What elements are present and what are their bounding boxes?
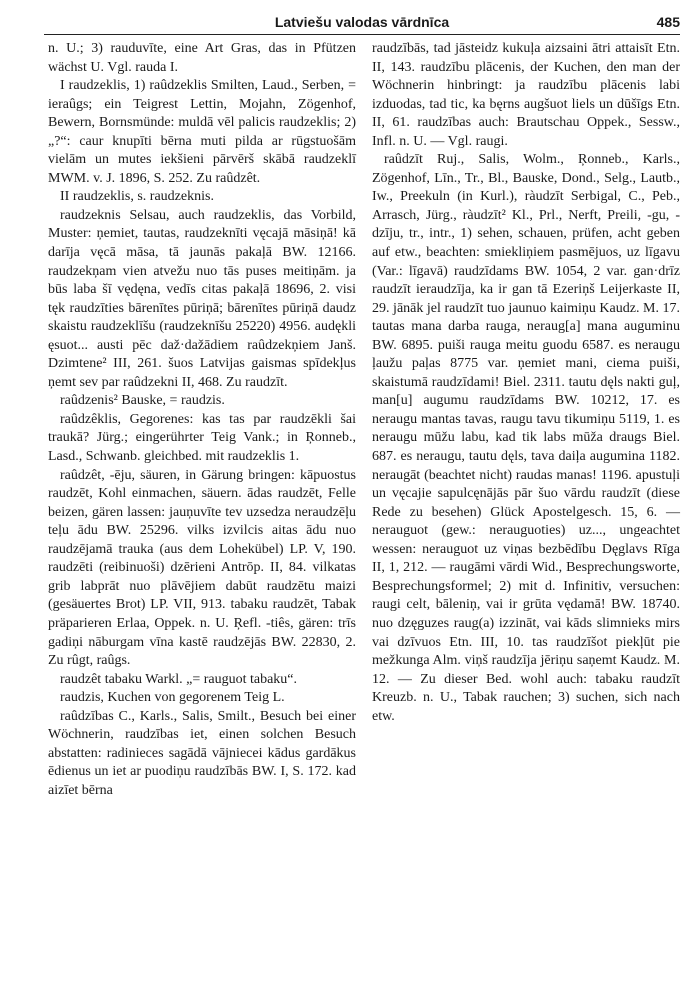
- page-number: 485: [656, 14, 680, 30]
- entry-raudzibas: raûdzības C., Karls., Salis, Smilt., Besuch bei einer Wöchnerin, raudzības iet, einen solchen Besuch abstatten: radinieces sagādā vājniecei kādus gardākus ēdienus un iet ar puodiņu raudzībās BW. I, S. 172. kad aizīet bērna: [48, 708, 356, 798]
- entry-raudzet-tabaku: raudzêt tabaku Warkl. „= rauguot tabaku“.: [60, 671, 298, 687]
- entry-raudzeklis-2: II raudzeklis, s. raudzeknis.: [60, 189, 214, 205]
- left-column: [48, 40, 356, 800]
- page-header: [44, 14, 680, 35]
- entry-raudzeklis-1: I raudzeklis, 1) raûdzeklis Smilten, Laud., Serben, = ieraûgs; ein Teigrest Lettin, Mojahn, Zögenhof, Bewern, Bornsmünde: muldā vēl palicis raudzeklis; 2) „?“: caur knupīti bērna muti pilda ar rūgstuošām vielām un mutes iekšieni pārvērš skābā raudzeklī MWM. v. J. 1896, S. 252. Zu raûdzêt.: [48, 78, 356, 186]
- entry-continuation: n. U.; 3) rauduvīte, eine Art Gras, das in Pfützen wächst U. Vgl. rauda I.: [48, 41, 356, 75]
- entry-raudzit: raûdzīt Ruj., Salis, Wolm., Ŗonneb., Karls., Zögenhof, Līn., Tr., Bl., Bauske, Dond., Selg., Lautb., Iw., Preekuln (in Kurl.), ràudzīt Serbigal, C., Peb., Arrasch, Jürg., ràudzīt² Kl., Prl., Nerft, Preili, -gu, -dzīju, tr., intr., 1) sehen, schauen, prüfen, acht geben auf etw., beachten: smiekliņiem pasmējuos, uz līgavu (Var.: līgavā) raudzīdams BW. 1054, 2 var. gan·drīz raudzīt ieraudzīja, ka ir gan tā Ezeriņš Leijerkaste II, 29. jānāk jel raudzīt tuo jaunuo kaimiņu Kaudz. M. 17. tautas mana darba rauga, neraug[a] mana auguminu BW. 6895. puiši rauga meitu guodu 6587. es neraugu ļaužu paļas 8775 var. ņemiet mani, ciema puiši, skaistumā raudzīdami! Biel. 2311. tautu dęls nakti guļ, man[u] augumu raudzīdams BW. 10212, 17. es neraugu mantas tavas, raugu tavu tikumiņu 5119, 1. es neraugu mūžu labu, kad tik labs mūža draugs Biel. 687. es neraugu, tautu dęls, tava daiļa auguminа 1182. neraugāt (beachtet nicht) raudas manas! 1196. apustuļi un vęcajie sapulcęnājās pār šuo vārdu raudzīt (diese Rede zu besehen) Glück Apostelgesch. 15, 6. — nerauguot (gew.: nerauguoties) uz..., ungeachtet wessen: nerauguot uz viņas bezbēdību Dęglavs Rīga II, 1, 212. — raugāmi vārdi Wid., Besprechungsworte, Besprechungsformel; 2) mit d. Infinitiv, versuchen: raugi celt, bāleniņ, vai ir grūta vędamā! BW. 18740. nuo dzęguzes raug(a) izzināt, vai kāds slimnieks mirs vai dzīvuos Etn. III, 10. tas raudzīšot piekļūt pie mežkunga Alm. viņš raudzīja jēriņu saņemt Kaudz. M. 12. — Zu dieser Bed. wohl auch: tabaku raudzīt Kreuzb. n. U., Tabak rauchen; 3) suchen, sich nach etw.: [372, 152, 680, 724]
- entry-raudzeklis-gegorenes: raûdzêklis, Gegorenes: kas tas par raudzēkli šai traukā? Jürg.; eingerührter Teig Vank.; in Ŗonneb., Lasd., Schwanb. gleichbed. mit raudzeklis 1.: [48, 411, 356, 465]
- entry-raudzibas-continuation: raudzībās, tad jāsteidz kukuļa aizsaini ātri attaisīt Etn. II, 143. raudzību plācenis, der Kuchen, den man der Wöchnerin hinbringt: ja raudzību plācenis labi izduodas, tad tic, ka bęrns augšuot liels un dūšīgs Etn. II, 61. raudzības auch: Brautschau Oppek., Sessw., Infl. n. U. — Vgl. raugi.: [372, 41, 680, 149]
- entry-raudzet: raûdzêt, -ēju, säuren, in Gärung bringen: kāpuostus raudzēt, Kohl einmachen, säuern. ādas raudzēt, Felle beizen, gären lassen: jauņuvīte tev uzsedza neraudzēļu teļu ādu BW. 25296. vilks izvilcis aitas ādu nuo raudzējamā trauka (aus dem Lohekübel) LP. V, 190. raudzēti (reibinuoši) dzērieni Antrōp. II, 84. vilkatas grib labprāt nuo plāvējiem dabūt raudzētu maizi (gesäuertes Brot) LP. VII, 913. tabaku raudzēt, Tabak präparieren Erlaa, Oppek. n. U. Ŗefl. -tiês, gären: trīs gadiņi nāburgam vīna kastē raudzējās BW. 22830, 2. Zu rûgt, raûgs.: [48, 467, 356, 669]
- dictionary-title: Latviešu valodas vārdnīca: [274, 14, 450, 30]
- entry-raudzeknis: raudzeknis Selsau, auch raudzeklis, das Vorbild, Muster: ņemiet, tautas, raudzeknīti vęcajā māsiņā! kā darīja vęcā māsa, tā jaunās pakaļā BW. 12166. raudzekņam vien atvežu nuo tās puses meitiņām. ja būs laba šī vędęna, vedīs citas pakaļā 18696, 2. visi tęk raudzīties bārenītes pūriņā; bārenītes pūriņā daudz skaistu raudzeklīšu (raudzeknīšu 25220) 4956. audękli ęsuot... austi pēc daž·dažādiem raûdzekņiem Janš. Dzimtene² III, 261. šuos Latvijas gaismas spīdekļus ņemt sev par raûdzekni II, 468. Zu raudzīt.: [48, 207, 356, 390]
- entry-raudzenis: raûdzenis² Bauske, = raudzis.: [60, 393, 225, 409]
- entry-raudzis: raudzis, Kuchen von gegorenem Teig L.: [60, 690, 285, 706]
- right-column: [372, 40, 680, 726]
